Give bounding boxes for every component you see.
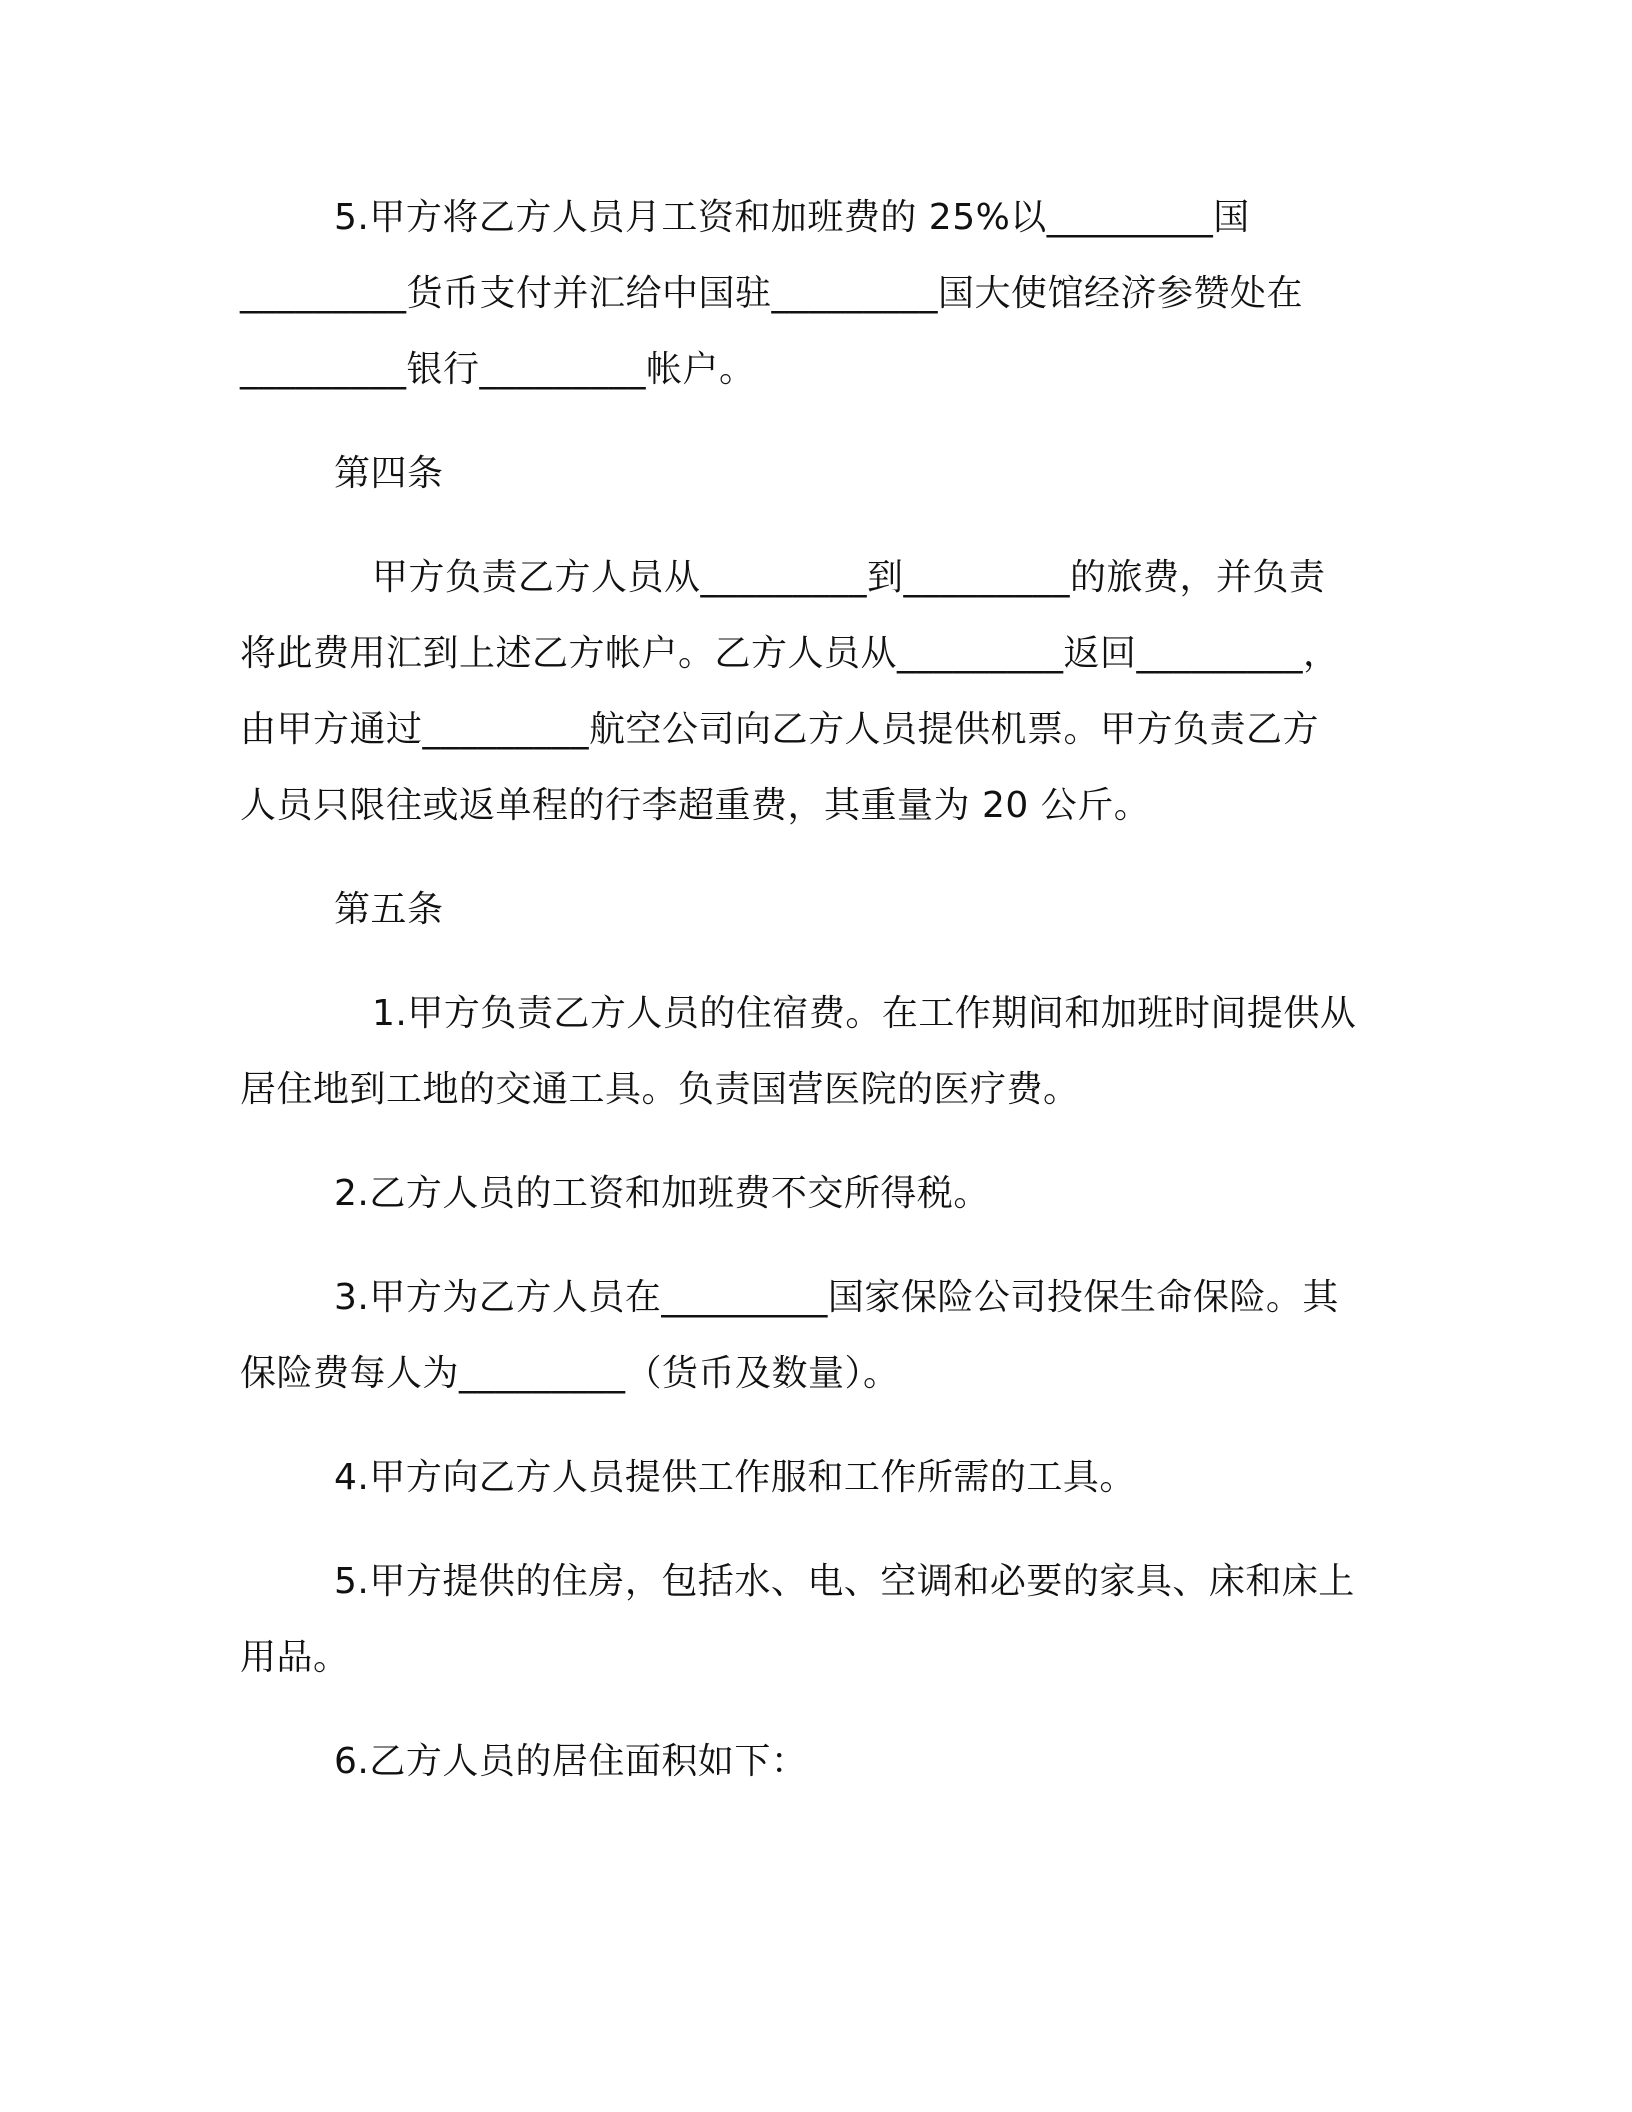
text-line: 由甲方通过_________航空公司向乙方人员提供机票。甲方负责乙方 — [240, 709, 1320, 750]
text-line: _________货币支付并汇给中国驻_________国大使馆经济参赞处在 — [240, 273, 1304, 314]
section-heading: 第四条 — [334, 453, 444, 494]
text-line: 保险费每人为_________（货币及数量）。 — [240, 1353, 900, 1394]
text-line: 1.甲方负责乙方人员的住宿费。在工作期间和加班时间提供从 — [372, 993, 1357, 1034]
text-line: 人员只限往或返单程的行李超重费，其重量为 20 公斤。 — [240, 785, 1151, 826]
text-line: 3.甲方为乙方人员在_________国家保险公司投保生命保险。其 — [334, 1277, 1339, 1318]
section-heading: 第五条 — [334, 889, 444, 930]
text-line: 甲方负责乙方人员从_________到_________的旅费，并负责 — [372, 557, 1326, 598]
text-line: 6.乙方人员的居住面积如下： — [334, 1741, 808, 1782]
text-line: 5.甲方将乙方人员月工资和加班费的 25%以_________国 — [334, 197, 1250, 238]
text-line: 居住地到工地的交通工具。负责国营医院的医疗费。 — [240, 1069, 1080, 1110]
text-line: 将此费用汇到上述乙方帐户。乙方人员从_________返回_________， — [240, 633, 1340, 674]
text-line: _________银行_________帐户。 — [240, 349, 756, 390]
text-line: 4.甲方向乙方人员提供工作服和工作所需的工具。 — [334, 1457, 1136, 1498]
text-line: 5.甲方提供的住房，包括水、电、空调和必要的家具、床和床上 — [334, 1561, 1355, 1602]
text-line: 用品。 — [240, 1637, 350, 1678]
text-line: 2.乙方人员的工资和加班费不交所得税。 — [334, 1173, 990, 1214]
